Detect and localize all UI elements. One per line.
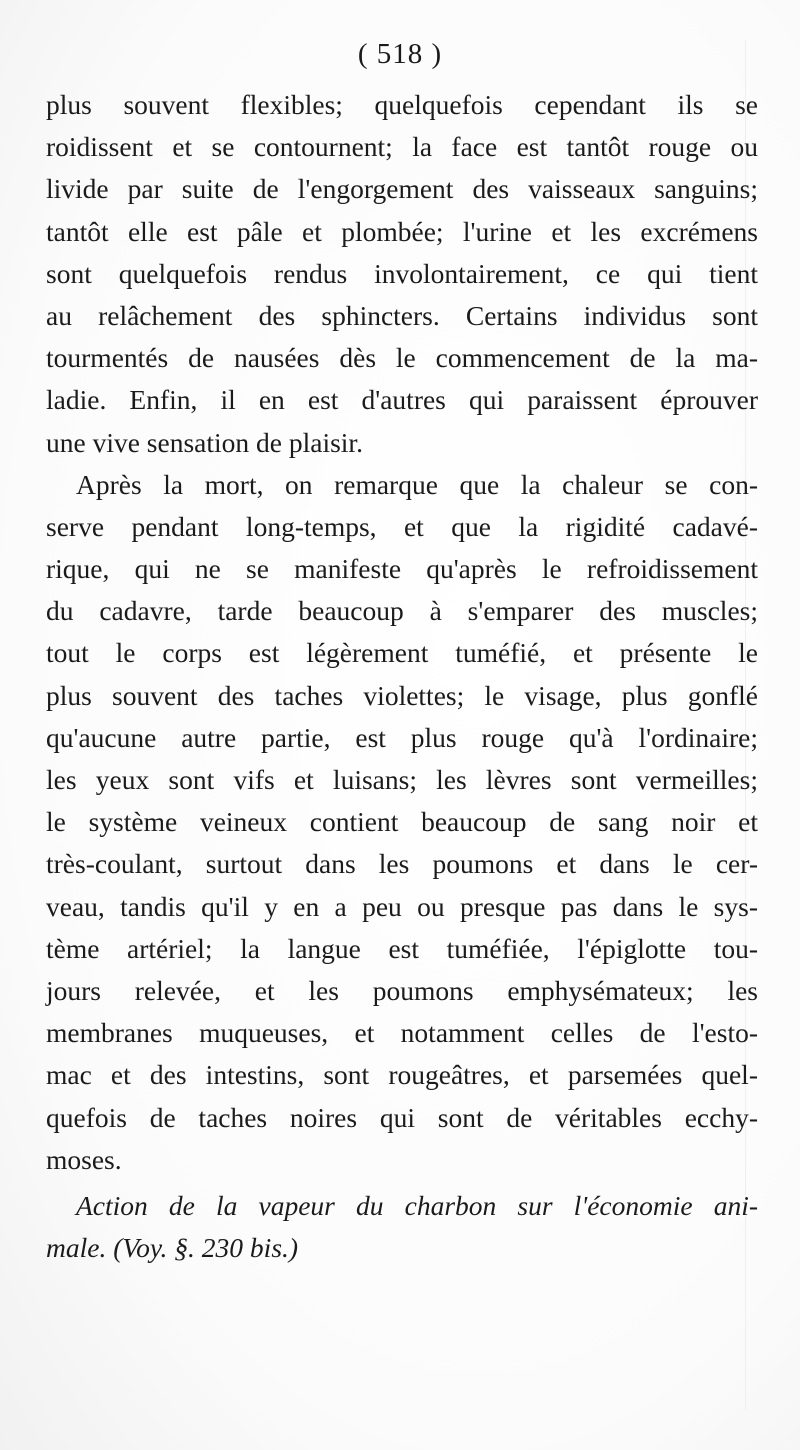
text-line: jours relevée, et les poumons emphysémateux; les [46,974,758,1006]
text-line: livide par suite de l'engorgement des vaisseaux sanguins; [46,173,758,205]
body-text [46,84,758,1269]
text-line: plus souvent flexibles; quelquefois cependant ils se [46,89,758,120]
section-heading-line: male. (Voy. §. 230 bis.) [46,1232,299,1264]
text-line: une vive sensation de plaisir. [46,426,363,458]
text-line: tème artériel; la langue est tuméfiée, l'épiglotte tou- [46,932,758,964]
text-line: veau, tandis qu'il y en a peu ou presque pas dans le sys- [46,890,758,922]
text-line: sont quelquefois rendus involontairement, ce qui tient [46,257,758,289]
text-line: très-coulant, surtout dans les poumons et dans le cer- [46,848,758,880]
text-line: tout le corps est légèrement tuméfié, et présente le [46,637,758,669]
text-line: membranes muqueuses, et notamment celles de l'esto- [46,1017,758,1049]
text-line: le système veineux contient beaucoup de sang noir et [46,806,758,838]
text-line: Après la mort, on remarque que la chaleur se con- [76,468,758,500]
text-line: quefois de taches noires qui sont de véritables ecchy- [46,1101,758,1133]
text-line: du cadavre, tarde beaucoup à s'emparer des muscles; [46,595,758,627]
text-line: plus souvent des taches violettes; le visage, plus gonflé [46,679,758,711]
text-line: roidissent et se contournent; la face est tantôt rouge ou [46,131,758,163]
text-line: mac et des intestins, sont rougeâtres, et parsemées quel- [46,1059,758,1091]
text-line: tantôt elle est pâle et plombée; l'urine et les excrémens [46,215,758,247]
text-line: les yeux sont vifs et luisans; les lèvres sont vermeilles; [46,764,758,795]
text-line: qu'aucune autre partie, est plus rouge qu'à l'ordinaire; [46,721,758,753]
section-heading-line: Action de la vapeur du charbon sur l'économie ani- [76,1189,758,1221]
text-line: rique, qui ne se manifeste qu'après le refroidissement [46,553,758,585]
page-number: ( 518 ) [357,38,443,70]
text-line: moses. [46,1143,122,1175]
text-line: ladie. Enfin, il en est d'autres qui paraissent éprouver [46,384,758,416]
text-line: serve pendant long-temps, et que la rigidité cadavé- [46,510,758,542]
text-line: au relâchement des sphincters. Certains individus sont [46,299,758,331]
text-line: tourmentés de nausées dès le commencement de la ma- [46,342,758,374]
